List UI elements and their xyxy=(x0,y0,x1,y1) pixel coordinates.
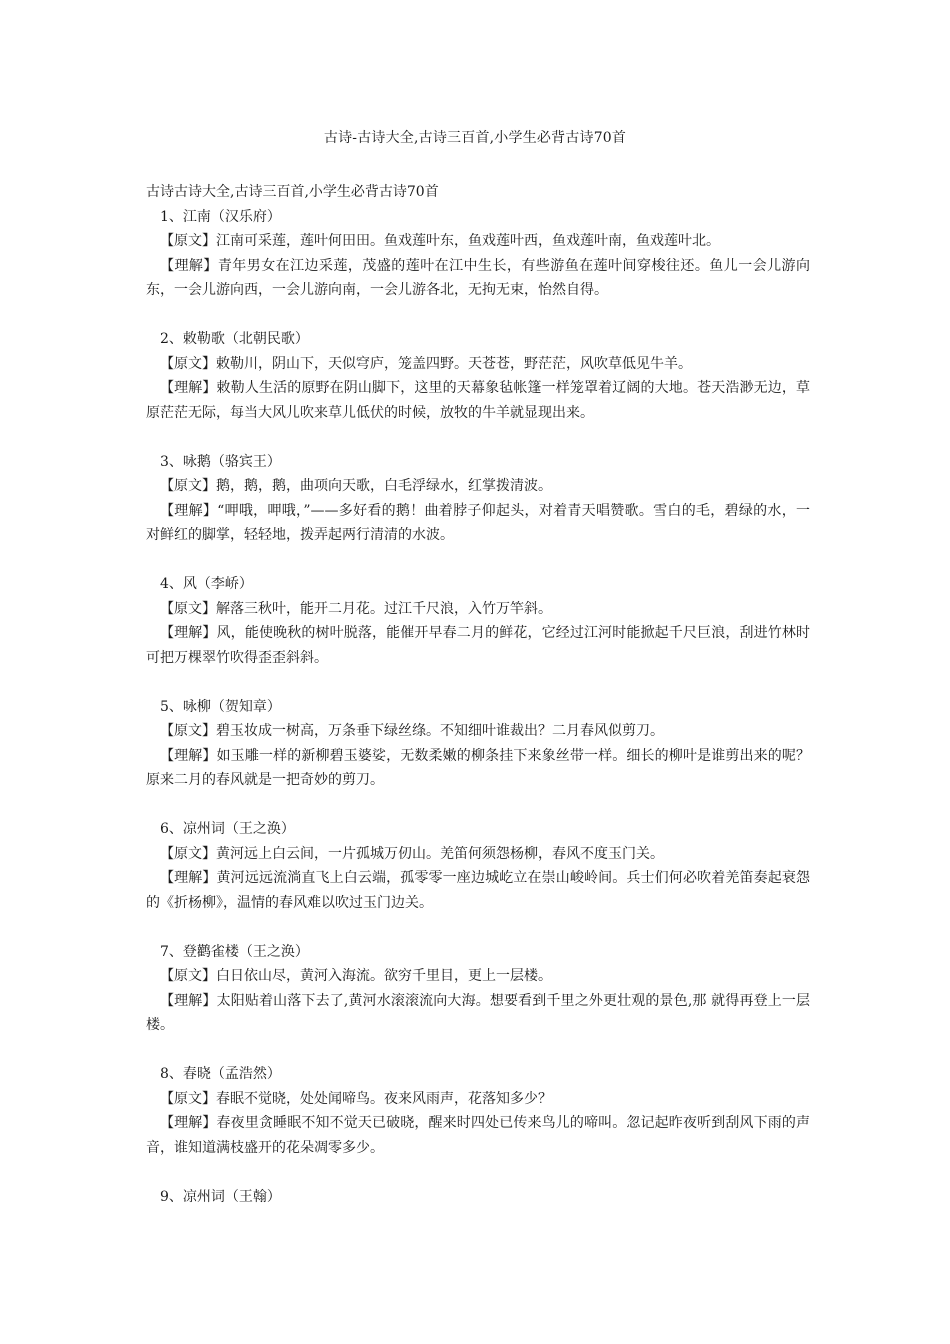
poem-meaning xyxy=(146,254,810,303)
meaning-text: 黄河远远流淌直飞上白云端，孤零零一座边城屹立在崇山峻岭间。兵士们何必吹着羌笛奏起衰怨的《折杨柳》，温情的春风难以吹过玉门边关。 xyxy=(146,870,811,911)
meaning-text: 如玉雕一样的新柳碧玉婆娑，无数柔嫩的柳条挂下来象丝带一样。细长的柳叶是谁剪出来的呢？原来二月的春风就是一把奇妙的剪刀。 xyxy=(146,747,811,788)
poem-heading: 3、咏鹅（骆宾王） xyxy=(160,453,281,470)
meaning-label: 【理解】 xyxy=(160,380,217,396)
meaning-text: 敕勒人生活的原野在阴山脚下，这里的天幕象毡帐篷一样笼罩着辽阔的大地。苍天浩渺无边，草原茫茫无际，每当大风儿吹来草儿低伏的时候，放牧的牛羊就显现出来。 xyxy=(146,380,811,421)
poem-section xyxy=(146,940,810,1038)
original-text: 鹅，鹅，鹅，曲项向天歌，白毛浮绿水，红掌拨清波。 xyxy=(216,478,552,494)
meaning-label: 【理解】 xyxy=(160,870,217,886)
meaning-label: 【理解】 xyxy=(160,992,217,1009)
original-label: 【原文】 xyxy=(160,968,216,984)
original-label: 【原文】 xyxy=(160,355,216,372)
poem-section xyxy=(146,1185,810,1210)
poem-heading: 4、风（李峤） xyxy=(160,576,253,592)
poem-meaning xyxy=(146,1111,810,1160)
poem-meaning xyxy=(146,621,810,670)
document-subtitle: 古诗古诗大全,古诗三百首,小学生必背古诗70首 xyxy=(146,184,439,200)
poem-section xyxy=(146,327,810,425)
poem-heading: 2、敕勒歌（北朝民歌） xyxy=(160,331,309,347)
original-label: 【原文】 xyxy=(160,845,216,862)
meaning-text: “呷哦，呷哦，”——多好看的鹅！曲着脖子仰起头，对着青天唱赞歌。雪白的毛，碧绿的水，一对鲜红的脚掌，轻轻地，拨弄起两行清清的水波。 xyxy=(146,502,811,543)
original-label: 【原文】 xyxy=(160,600,216,617)
original-text: 碧玉妆成一树高，万条垂下绿丝绦。不知细叶谁裁出？二月春风似剪刀。 xyxy=(216,723,664,739)
original-label: 【原文】 xyxy=(160,1090,216,1107)
meaning-text: 太阳贴着山落下去了,黄河水滚滚流向大海。想要看到千里之外更壮观的景色,那 就得再登上一层楼。 xyxy=(146,992,811,1033)
poem-section xyxy=(146,450,810,548)
poem-meaning xyxy=(146,499,810,548)
poem-meaning xyxy=(146,866,810,915)
poem-heading: 9、凉州词（王翰） xyxy=(160,1188,281,1205)
meaning-text: 青年男女在江边采莲，茂盛的莲叶在江中生长，有些游鱼在莲叶间穿梭往还。鱼儿一会儿游向东，一会儿游向西，一会儿游向南，一会儿游各北，无拘无束，怡然自得。 xyxy=(146,257,811,298)
poem-section xyxy=(146,205,810,303)
original-text: 解落三秋叶，能开二月花。过江千尺浪，入竹万竿斜。 xyxy=(216,600,552,617)
poem-meaning xyxy=(146,376,810,425)
meaning-label: 【理解】 xyxy=(160,625,217,641)
meaning-label: 【理解】 xyxy=(160,257,218,274)
poem-original xyxy=(146,1087,810,1112)
original-text: 敕勒川，阴山下，天似穹庐，笼盖四野。天苍苍，野茫茫，风吹草低见牛羊。 xyxy=(216,355,692,372)
poem-section xyxy=(146,695,810,793)
poem-meaning xyxy=(146,744,810,793)
meaning-text: 春夜里贪睡眠不知不觉天已破晓，醒来时四处已传来鸟儿的啼叫。忽记起昨夜听到刮风下雨的声音，谁知道满枝盛开的花朵凋零多少。 xyxy=(146,1115,811,1156)
poem-original xyxy=(146,597,810,622)
poem-heading: 8、春晓（孟浩然） xyxy=(160,1066,281,1082)
poem-original xyxy=(146,842,810,867)
poem-section xyxy=(146,817,810,915)
poem-heading: 1、江南（汉乐府） xyxy=(160,208,281,225)
meaning-text: 风，能使晚秋的树叶脱落，能催开早春二月的鲜花，它经过江河时能掀起千尺巨浪，刮进竹林时可把万棵翠竹吹得歪歪斜斜。 xyxy=(146,625,811,666)
poem-heading: 5、咏柳（贺知章） xyxy=(160,698,281,715)
poem-section xyxy=(146,572,810,670)
meaning-label: 【理解】 xyxy=(160,1115,217,1131)
meaning-label: 【理解】 xyxy=(160,747,217,764)
original-label: 【原文】 xyxy=(160,723,216,739)
poem-original xyxy=(146,719,810,744)
poem-original xyxy=(146,964,810,989)
poem-original xyxy=(146,229,810,254)
poem-original xyxy=(146,474,810,499)
original-text: 白日依山尽，黄河入海流。欲穷千里目，更上一层楼。 xyxy=(216,968,552,984)
original-label: 【原文】 xyxy=(160,233,216,249)
poem-original xyxy=(146,352,810,377)
original-label: 【原文】 xyxy=(160,478,216,494)
document-body xyxy=(146,180,810,1234)
poem-heading: 6、凉州词（王之涣） xyxy=(160,821,295,837)
page-title: 古诗-古诗大全,古诗三百首,小学生必背古诗70首 xyxy=(323,130,627,146)
meaning-label: 【理解】 xyxy=(160,502,218,519)
poem-heading: 7、登鹳雀楼（王之涣） xyxy=(160,943,309,960)
poem-section xyxy=(146,1062,810,1160)
original-text: 江南可采莲，莲叶何田田。鱼戏莲叶东，鱼戏莲叶西，鱼戏莲叶南，鱼戏莲叶北。 xyxy=(216,233,720,249)
original-text: 黄河远上白云间，一片孤城万仞山。羌笛何须怨杨柳，春风不度玉门关。 xyxy=(216,845,664,862)
poem-meaning xyxy=(146,989,810,1038)
original-text: 春眠不觉晓，处处闻啼鸟。夜来风雨声，花落知多少？ xyxy=(216,1090,552,1107)
